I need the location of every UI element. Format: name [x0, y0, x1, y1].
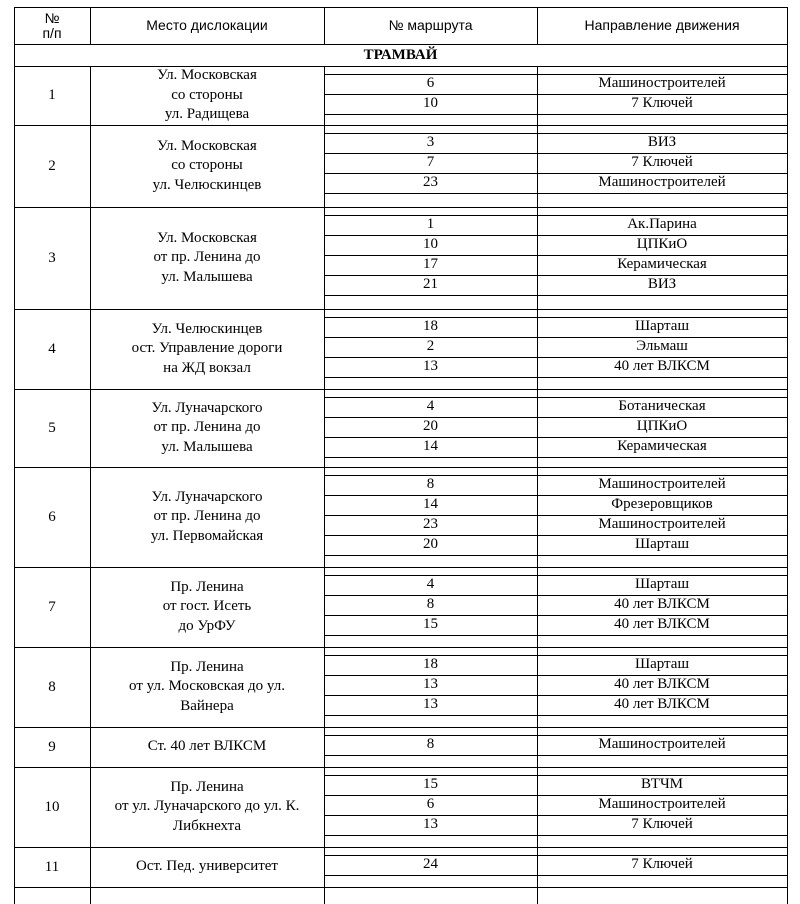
- row-number: 5: [48, 419, 56, 436]
- location-cell: Ул. Луначарского от пр. Ленина до ул. Первомайская: [150, 488, 264, 544]
- route-number: 14: [423, 438, 438, 454]
- route-direction: Шарташ: [634, 576, 690, 592]
- route-line: [324, 835, 787, 836]
- route-number: 2: [426, 338, 435, 354]
- route-direction: 7 Ключей: [631, 95, 693, 111]
- route-number: 10: [423, 236, 438, 252]
- route-line: [324, 555, 787, 556]
- route-number: 15: [423, 776, 438, 792]
- route-line: [324, 755, 787, 756]
- route-number: 13: [423, 696, 438, 712]
- column-line: [90, 7, 91, 44]
- route-number: 14: [423, 496, 438, 512]
- route-number: 18: [423, 318, 438, 334]
- route-number: 17: [423, 256, 438, 272]
- route-direction: 7 Ключей: [631, 154, 693, 170]
- route-direction: ВИЗ: [647, 276, 677, 292]
- route-number: 7: [426, 154, 435, 170]
- route-direction: ВИЗ: [647, 134, 677, 150]
- route-number: 20: [423, 418, 438, 434]
- route-direction: 40 лет ВЛКСМ: [614, 358, 710, 374]
- route-number: 8: [426, 596, 435, 612]
- route-direction: Керамическая: [617, 256, 707, 272]
- route-number: 13: [423, 358, 438, 374]
- column-line: [537, 7, 538, 44]
- route-number: 6: [426, 796, 435, 812]
- section-bottom-border: [14, 66, 787, 67]
- route-direction: 40 лет ВЛКСМ: [614, 596, 710, 612]
- route-number: 3: [426, 134, 435, 150]
- route-direction: 40 лет ВЛКСМ: [614, 616, 710, 632]
- header-bottom-border: [14, 44, 787, 45]
- route-direction: Машиностроителей: [598, 174, 726, 190]
- row-number: 9: [48, 738, 56, 755]
- route-direction: Эльмаш: [636, 338, 688, 354]
- header-num: № п/п: [42, 9, 62, 41]
- route-direction: Шарташ: [634, 656, 690, 672]
- location-cell: Ул. Московская от пр. Ленина до ул. Малышева: [153, 229, 261, 285]
- route-direction: ЦПКиО: [636, 236, 688, 252]
- location-cell: Пр. Ленина от ул. Луначарского до ул. К. Либкнехта: [114, 778, 300, 834]
- row-border: [14, 887, 787, 888]
- route-line: [324, 715, 787, 716]
- location-cell: Ул. Московская со стороны ул. Радищева: [157, 67, 257, 123]
- row-number: 8: [48, 678, 56, 695]
- row-number: 10: [44, 798, 60, 815]
- route-number: 8: [426, 736, 435, 752]
- route-direction: Ботаническая: [618, 398, 706, 414]
- row-number: 2: [48, 157, 56, 174]
- column-line: [787, 66, 788, 904]
- route-direction: Машиностроителей: [598, 736, 726, 752]
- route-number: 13: [423, 816, 438, 832]
- route-direction: Фрезеровщиков: [611, 496, 713, 512]
- location-cell: Пр. Ленина от ул. Московская до ул. Вайнера: [129, 658, 285, 714]
- route-number: 23: [423, 516, 438, 532]
- route-line: [324, 295, 787, 296]
- route-number: 6: [426, 75, 435, 91]
- route-line: [324, 114, 787, 115]
- route-direction: Машиностроителей: [598, 796, 726, 812]
- row-number: 4: [48, 340, 56, 357]
- location-cell: Ст. 40 лет ВЛКСМ: [147, 738, 267, 755]
- route-direction: 7 Ключей: [631, 816, 693, 832]
- column-line: [14, 44, 15, 66]
- location-cell: Ул. Луначарского от пр. Ленина до ул. Малышева: [151, 399, 263, 455]
- route-number: 10: [423, 95, 438, 111]
- column-line: [324, 66, 325, 904]
- header-direction: Направление движения: [584, 17, 740, 33]
- route-number: 15: [423, 616, 438, 632]
- header-top-border: [14, 7, 787, 8]
- route-line: [324, 635, 787, 636]
- column-line: [90, 66, 91, 904]
- header-route: № маршрута: [388, 17, 473, 33]
- route-direction: Шарташ: [634, 536, 690, 552]
- route-direction: Машиностроителей: [598, 516, 726, 532]
- route-direction: 7 Ключей: [631, 856, 693, 872]
- header-place: Место дислокации: [146, 17, 268, 33]
- column-line: [787, 7, 788, 44]
- route-number: 4: [426, 576, 435, 592]
- route-direction: Шарташ: [634, 318, 690, 334]
- row-number: 7: [48, 598, 56, 615]
- location-cell: Ул. Московская со стороны ул. Челюскинцев: [152, 137, 262, 193]
- route-number: 21: [423, 276, 438, 292]
- column-line: [14, 66, 15, 904]
- row-number: 11: [44, 858, 60, 875]
- route-direction: ЦПКиО: [636, 418, 688, 434]
- row-number: 6: [48, 508, 56, 525]
- section-title: ТРАМВАЙ: [363, 46, 438, 63]
- route-number: 1: [426, 216, 435, 232]
- route-direction: Ак.Парина: [627, 216, 697, 232]
- route-line: [324, 457, 787, 458]
- route-number: 20: [423, 536, 438, 552]
- route-number: 23: [423, 174, 438, 190]
- route-direction: Машиностроителей: [598, 75, 726, 91]
- route-number: 13: [423, 676, 438, 692]
- column-line: [14, 7, 15, 44]
- column-line: [324, 7, 325, 44]
- route-direction: 40 лет ВЛКСМ: [614, 696, 710, 712]
- route-direction: Машиностроителей: [598, 476, 726, 492]
- row-number: 1: [48, 87, 56, 103]
- route-number: 18: [423, 656, 438, 672]
- row-number: 3: [48, 249, 56, 266]
- route-direction: Керамическая: [617, 438, 707, 454]
- column-line: [787, 44, 788, 66]
- route-number: 4: [426, 398, 435, 414]
- route-number: 8: [426, 476, 435, 492]
- column-line: [537, 66, 538, 904]
- route-line: [324, 193, 787, 194]
- location-cell: Ул. Челюскинцев ост. Управление дороги на ЖД вокзал: [131, 320, 283, 376]
- location-cell: Ост. Пед. университет: [135, 858, 278, 875]
- route-number: 24: [423, 856, 438, 872]
- route-line: [324, 875, 787, 876]
- location-cell: Пр. Ленина от гост. Исеть до УрФУ: [162, 578, 252, 634]
- route-line: [324, 377, 787, 378]
- route-direction: 40 лет ВЛКСМ: [614, 676, 710, 692]
- route-direction: ВТЧМ: [640, 776, 684, 792]
